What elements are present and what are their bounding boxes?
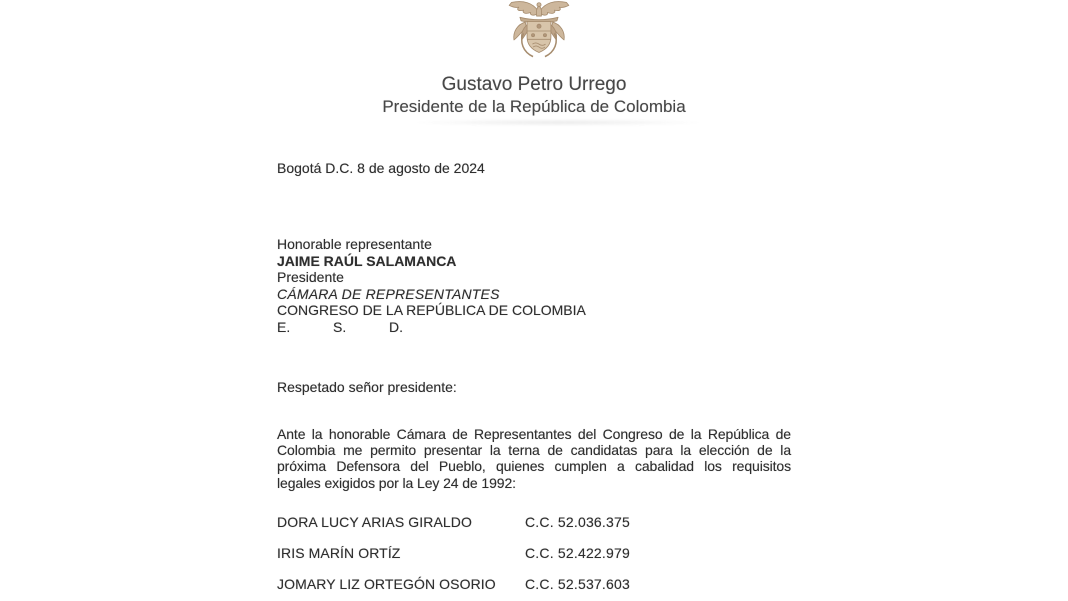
body-line: Ante la honorable Cámara de Representantes del Congreso de la República de [277,426,791,442]
salutation: Respetado señor presidente: [277,379,457,395]
candidate-name: JOMARY LIZ ORTEGÓN OSORIO [277,576,496,592]
colombia-coat-of-arms-icon [502,0,576,62]
candidate-row [277,514,630,530]
scan-artifact [408,119,708,126]
recipient-role: Presidente [277,269,344,285]
date-line: Bogotá D.C. 8 de agosto de 2024 [277,160,485,176]
recipient-name: JAIME RAÚL SALAMANCA [277,252,457,269]
candidate-list [277,514,630,601]
candidate-cc-number: C.C. 52.422.979 [525,545,630,561]
sender-title: Presidente de la República de Colombia [382,97,686,116]
body-line: legales exigidos por la Ley 24 de 1992: [277,474,516,491]
candidate-name: IRIS MARÍN ORTÍZ [277,545,401,561]
recipient-honorific: Honorable representante [277,236,432,252]
recipient-institution: CONGRESO DE LA REPÚBLICA DE COLOMBIA [277,302,586,318]
recipient-chamber: CÁMARA DE REPRESENTANTES [277,285,500,302]
candidate-name: DORA LUCY ARIAS GIRALDO [277,514,472,530]
sender-name: Gustavo Petro Urrego [441,74,627,95]
body-line: próxima Defensora del Pueblo, quienes cumplen a cabalidad los requisitos [277,458,791,475]
candidate-cc-number: C.C. 52.537.603 [525,576,630,592]
recipient-block [277,236,586,335]
body-paragraph [277,426,791,491]
candidate-row [277,576,630,592]
recipient-esd: E. S. D. [277,318,404,335]
candidate-cc-number: C.C. 52.036.375 [525,514,630,530]
body-line: Colombia me permito presentar la terna de candidatas para la elección de la [277,442,791,459]
candidate-row [277,545,630,561]
